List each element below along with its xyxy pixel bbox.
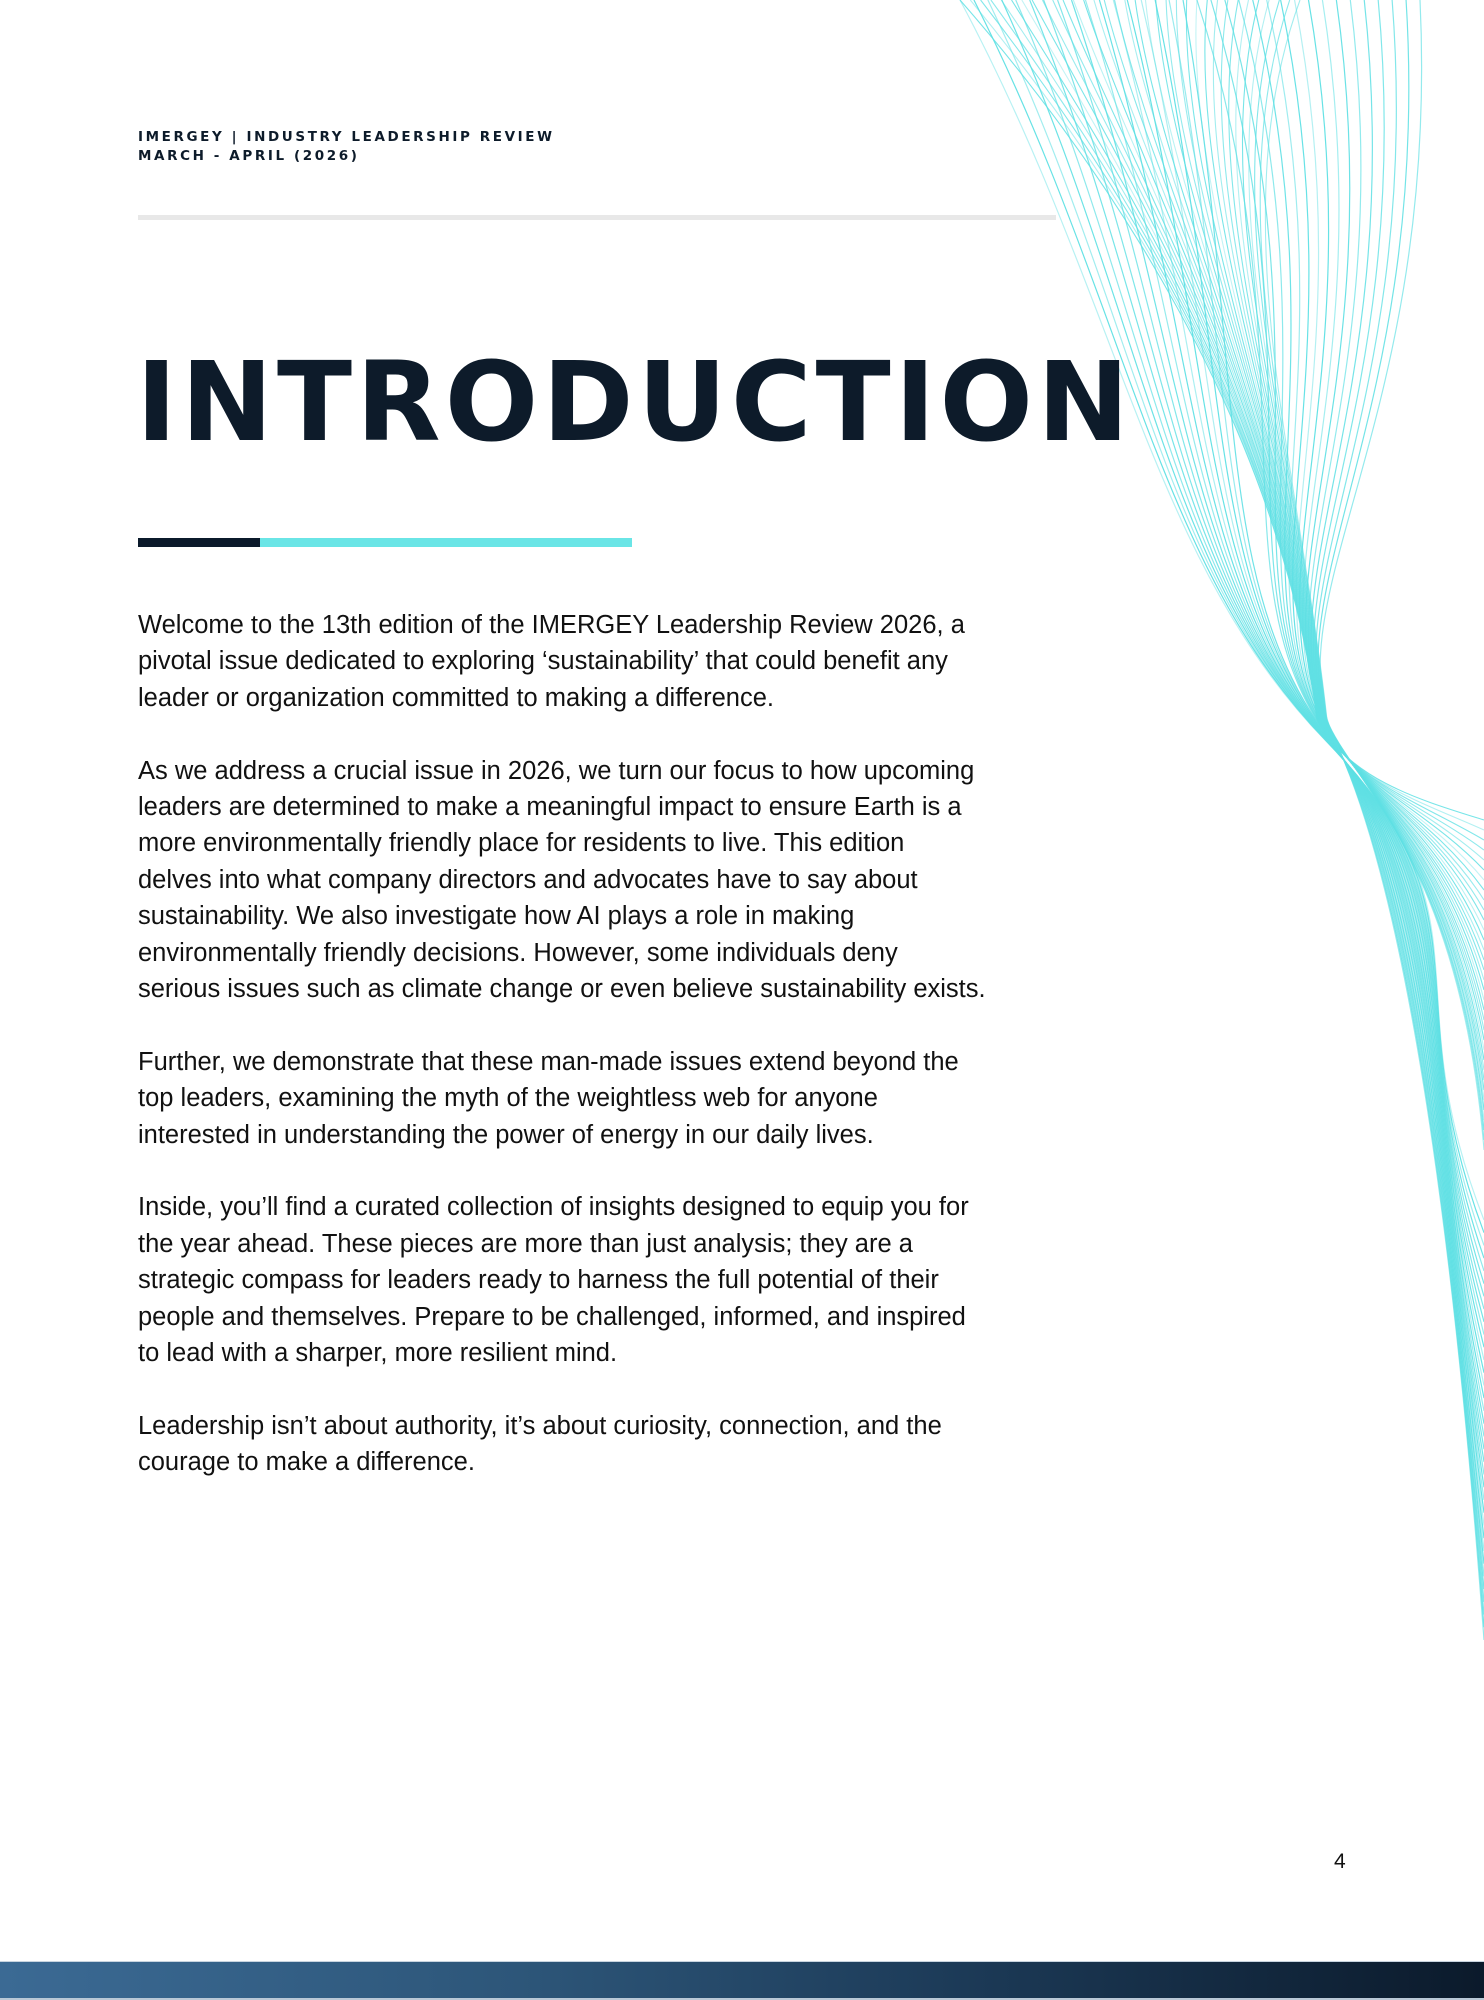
body-paragraph: As we address a crucial issue in 2026, we turn our focus to how upcoming leaders are determined to make a meaningful impact to ensure Earth is a more environmentally friendly place for residents to live. This edition delves into what company directors and advocates have to say about sustainability. We also investigate how AI plays a role in making environmentally friendly decisions. However, some individuals deny serious issues such as climate change or even believe sustainability exists. [138,756,986,1004]
wave-line [1127,0,1484,1373]
wave-line [1145,0,1484,1000]
publication-header [138,128,555,166]
wave-line [1281,0,1484,1513]
wave-line [1295,0,1484,1525]
wave-line [1242,0,1484,1110]
wave-line [1260,0,1484,1140]
wave-line [1320,0,1484,1640]
wave-line [960,0,1484,1220]
page-number: 4 [1334,1850,1346,1873]
introduction-body [138,607,1038,1517]
wave-line [1186,0,1484,1040]
wave-line [1099,0,1484,1347]
wave-line [1085,0,1484,1335]
wave-line [1229,0,1484,1090]
wave-line [1002,0,1484,1258]
wave-line [1311,0,1484,1589]
wave-line [1300,0,1484,1538]
wave-line [1016,0,1484,1271]
wave-line [1236,0,1484,1100]
body-paragraph: Welcome to the 13th edition of the IMERGEY Leadership Review 2026, a pivotal issue dedicated to exploring ‘sustainability’ that could benefit any leader or organization committed to making a difference. [138,611,965,712]
body-paragraph: Inside, you’ll find a curated collection of insights designed to equip you for the year ahead. These pieces are more than just analysis; they are a strategic compass for leaders ready to harness the full potential of their people and themselves. Prepare to be challenged, informed, and inspired to lead with a sharper, more resilient mind. [138,1193,969,1368]
wave-line [1314,0,1484,1602]
wave-line [1084,0,1484,940]
wave-line [1306,0,1484,1564]
wave-line [1211,0,1484,1449]
wave-line [1044,0,1484,1296]
wave-line [1058,0,1484,1309]
wave-line [974,0,1484,1233]
wave-line [1113,0,1484,1360]
wave-line [1249,0,1484,1120]
wave-line [1166,0,1484,1020]
wave-line [1196,0,1484,1050]
wave-line [1155,0,1484,1398]
wave-line [1225,0,1484,1462]
wave-line [1255,0,1484,1130]
wave-line [988,0,1484,1245]
wave-line [1303,0,1484,1551]
wave-line [1030,0,1484,1284]
wave-line [1176,0,1484,1030]
title-accent-bar [138,538,632,547]
wave-line [1125,0,1484,980]
wave-line [1205,0,1484,1060]
wave-line [1183,0,1484,1424]
wave-line [1308,0,1484,1576]
wave-line [1135,0,1484,990]
wave-line [1221,0,1484,1080]
body-paragraph: Leadership isn’t about authority, it’s about curiosity, connection, and the courage to make a difference. [138,1411,942,1477]
wave-line [1094,0,1484,950]
page-title: INTRODUCTION [136,338,1134,466]
wave-line [1213,0,1484,1070]
wave-line [1265,0,1484,1150]
footer-gradient-band [0,1961,1484,2000]
body-paragraph: Further, we demonstrate that these man-made issues extend beyond the top leaders, examining the myth of the weightless web for anyone interested in understanding the power of energy in our daily lives. [138,1047,959,1149]
wave-line [1072,0,1484,1322]
accent-bar-dark-segment [138,538,260,547]
wave-line [1169,0,1484,1411]
wave-line [1156,0,1484,1010]
issue-date: MARCH - APRIL (2026) [138,148,360,164]
wave-line [1316,0,1484,1615]
wave-line [1073,0,1484,930]
wave-line [1267,0,1484,1500]
wave-line [1104,0,1484,960]
publication-line: IMERGEY | INDUSTRY LEADERSHIP REVIEW [138,129,555,145]
wave-line [1239,0,1484,1475]
header-divider [138,215,1056,220]
wave-line [1197,0,1484,1436]
wave-line [1318,0,1484,1627]
wave-line [1115,0,1484,970]
accent-bar-cyan-segment [260,538,632,547]
wave-line [1253,0,1484,1487]
wave-line [1141,0,1484,1385]
